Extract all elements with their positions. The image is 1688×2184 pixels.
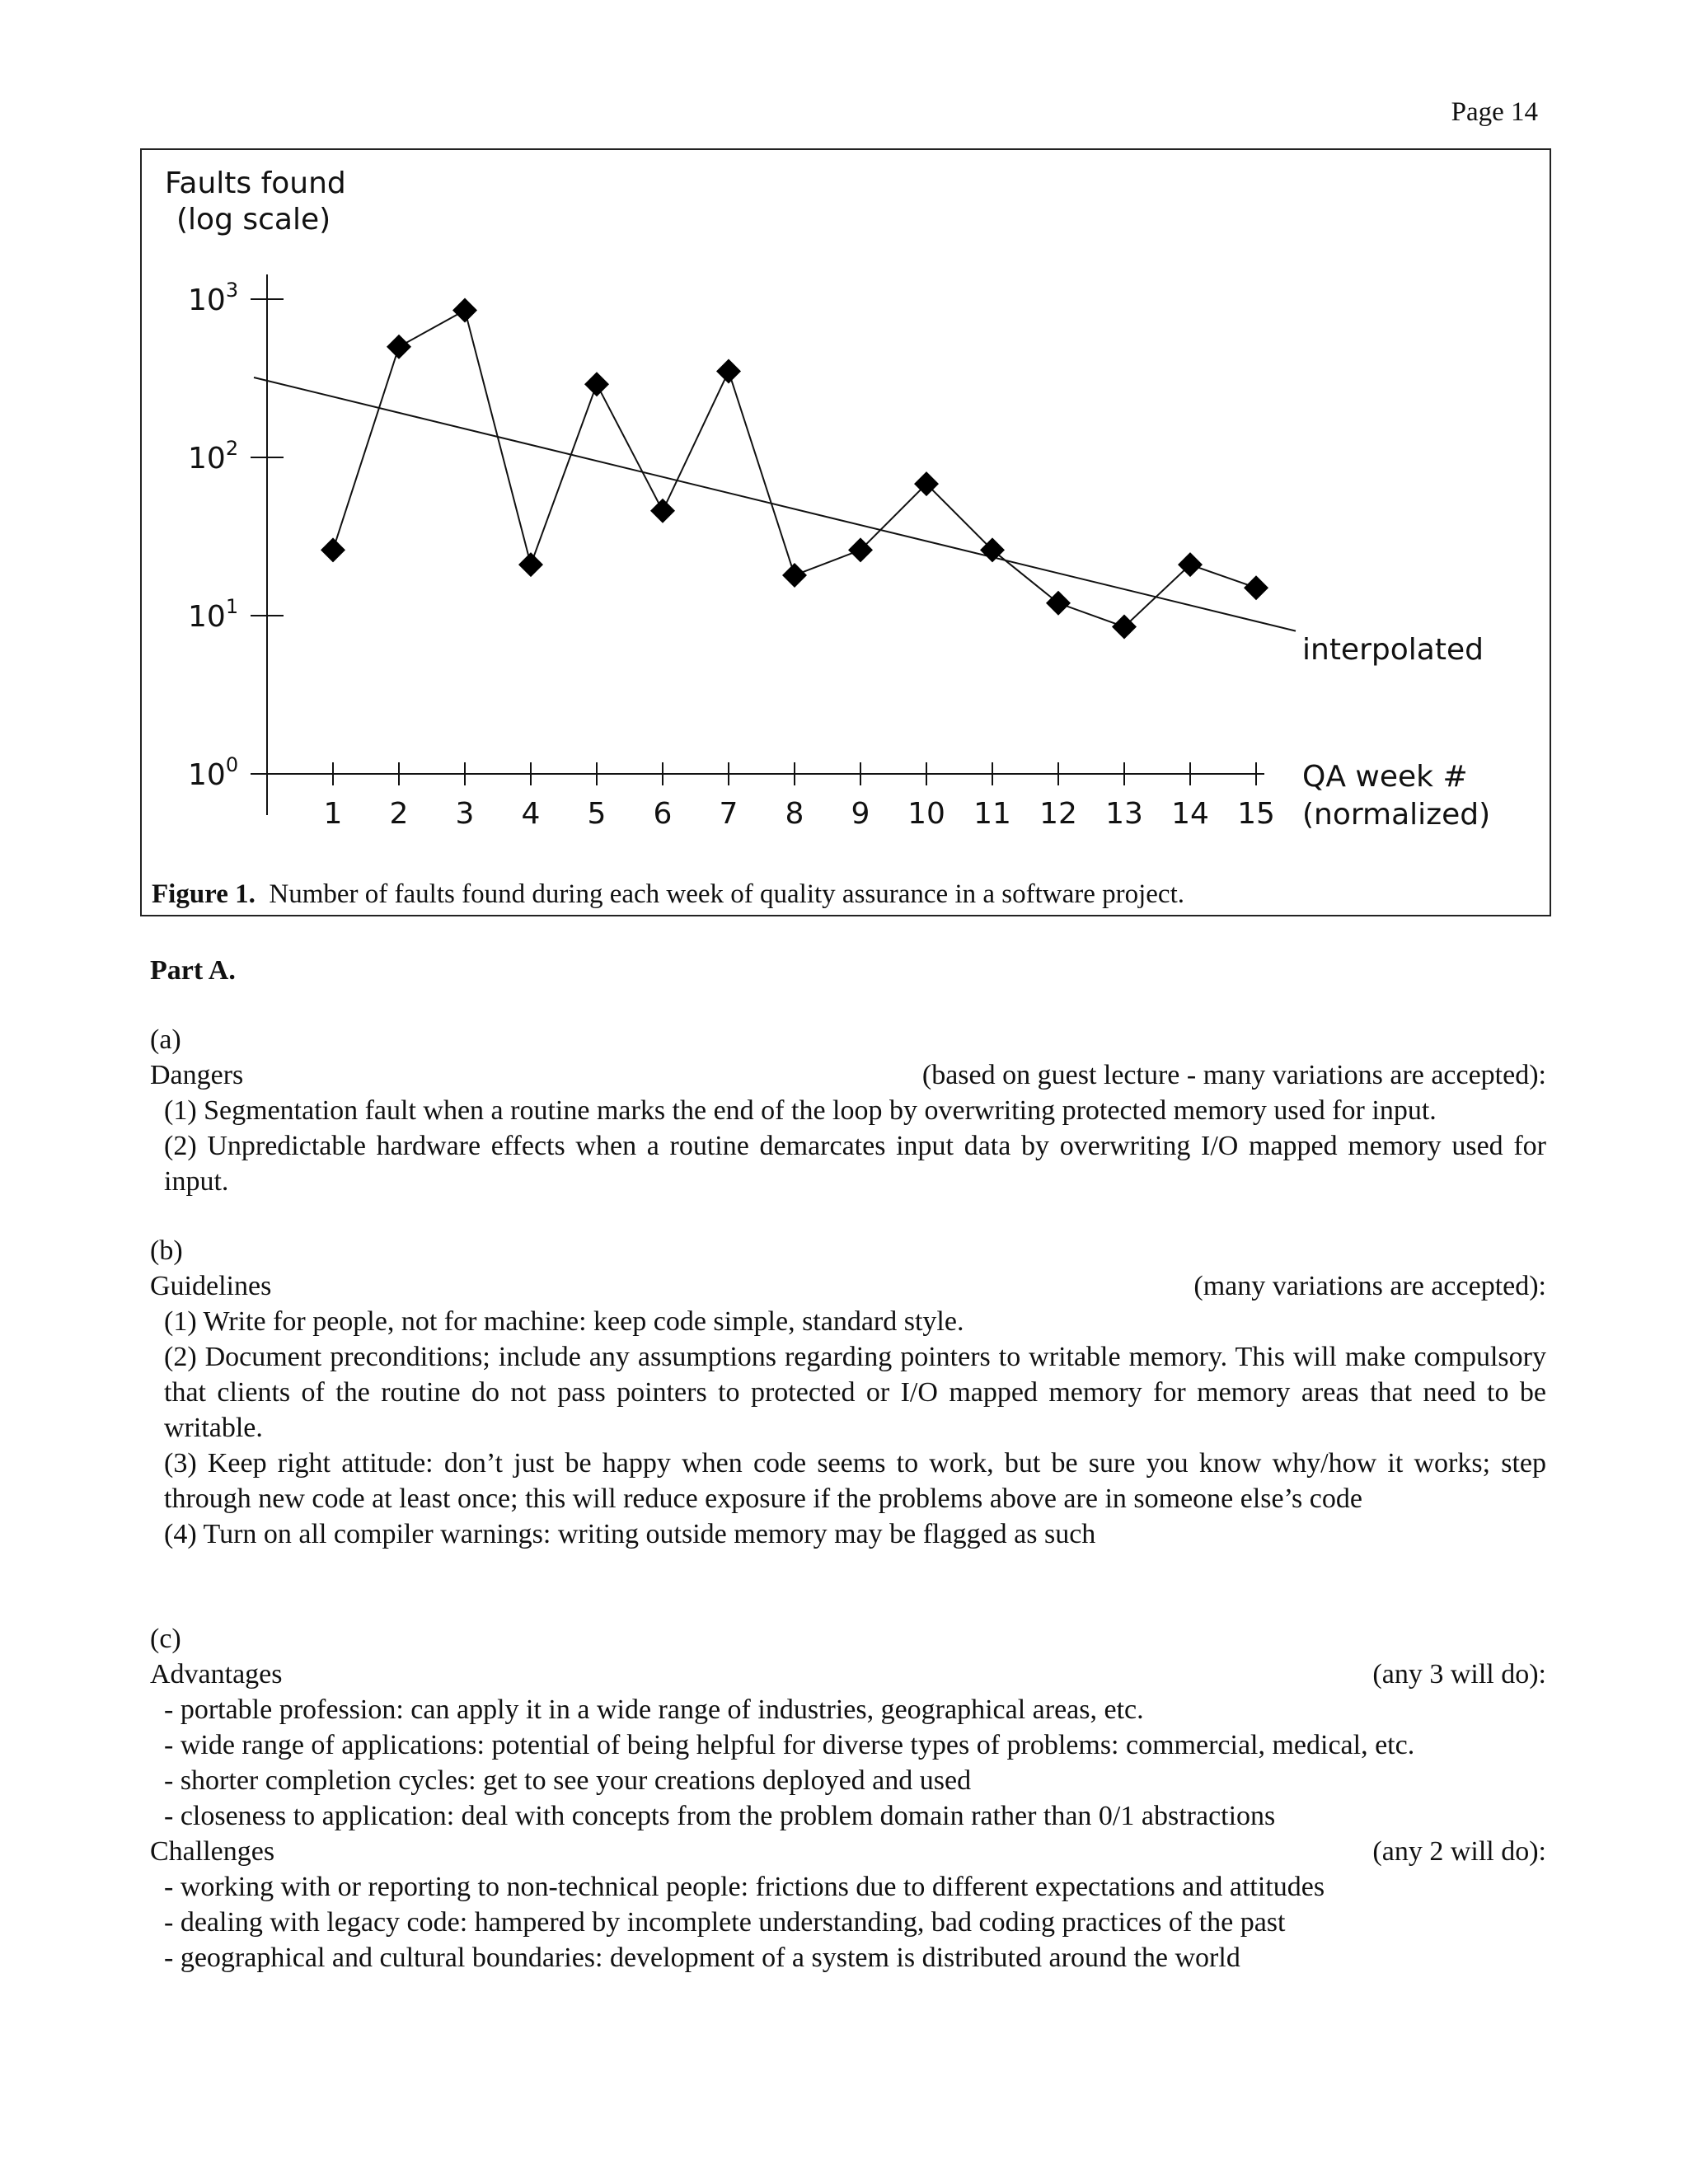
section-c bbox=[150, 1621, 1546, 1975]
figure-caption-label: Figure 1. bbox=[152, 879, 256, 909]
challenges-heading: Challenges bbox=[150, 1836, 275, 1867]
data-point-marker bbox=[387, 335, 411, 359]
section-b bbox=[150, 1233, 1546, 1552]
y-tick-label: $10^1$ bbox=[188, 595, 239, 634]
y-tick-label: $10^3$ bbox=[188, 279, 239, 317]
section-a-item: (2) Unpredictable hardware effects when a routine demarcates input data by overwriting I/O mapped memory used for input. bbox=[164, 1131, 1546, 1197]
challenge-item: - geographical and cultural boundaries: development of a system is distributed around the world bbox=[164, 1943, 1240, 1973]
data-point-marker bbox=[716, 359, 741, 384]
data-point-marker bbox=[1046, 591, 1071, 616]
advantage-item: - shorter completion cycles: get to see your creations deployed and used bbox=[164, 1765, 972, 1796]
x-tick-label: 6 bbox=[653, 797, 673, 831]
figure-1 bbox=[140, 148, 1551, 916]
section-b-label: (b) bbox=[150, 1235, 183, 1266]
x-tick-label: 13 bbox=[1105, 797, 1143, 831]
section-a-item: (1) Segmentation fault when a routine marks the end of the loop by overwriting protected memory used for input. bbox=[164, 1095, 1437, 1126]
trend-line-group bbox=[254, 377, 1296, 631]
section-b-item: (4) Turn on all compiler warnings: writing outside memory may be flagged as such bbox=[164, 1519, 1096, 1549]
section-b-item: (2) Document preconditions; include any assumptions regarding pointers to writable memory. This will make compulsory that clients of the routine do not pass pointers to protected or I/O mapped memory for memory areas that need to be writable. bbox=[164, 1342, 1546, 1443]
data-point-marker bbox=[1244, 575, 1268, 600]
x-tick-label: 4 bbox=[521, 797, 541, 831]
y-axis bbox=[188, 274, 284, 815]
data-point-marker bbox=[584, 372, 609, 396]
section-b-item: (1) Write for people, not for machine: keep code simple, standard style. bbox=[164, 1306, 964, 1337]
advantage-item: - wide range of applications: potential of being helpful for diverse types of problems: commercial, medical, etc. bbox=[164, 1730, 1415, 1760]
x-tick-label: 11 bbox=[973, 797, 1011, 831]
advantage-item: - portable profession: can apply it in a wide range of industries, geographical areas, etc. bbox=[164, 1694, 1144, 1725]
section-a-heading-row bbox=[150, 1057, 1546, 1093]
fault-chart bbox=[142, 150, 1550, 875]
advantages-heading: Advantages bbox=[150, 1659, 283, 1690]
trend-label: interpolated bbox=[1302, 633, 1484, 667]
data-point-marker bbox=[782, 563, 807, 588]
data-point-marker bbox=[518, 552, 543, 577]
trend-line bbox=[254, 377, 1296, 631]
y-tick-label: $10^2$ bbox=[188, 437, 239, 476]
section-b-heading: Guidelines bbox=[150, 1271, 272, 1301]
section-b-note: (many variations are accepted): bbox=[1193, 1271, 1546, 1301]
section-a-heading: Dangers bbox=[150, 1060, 244, 1090]
advantages-heading-row bbox=[150, 1657, 1546, 1692]
x-axis bbox=[267, 762, 1275, 831]
section-a-note: (based on guest lecture - many variations are accepted): bbox=[921, 1060, 1546, 1090]
figure-caption bbox=[152, 879, 1184, 910]
x-tick-label: 1 bbox=[323, 797, 343, 831]
x-tick-label: 8 bbox=[785, 797, 804, 831]
x-tick-label: 15 bbox=[1237, 797, 1275, 831]
y-axis-title-line1: Faults found bbox=[165, 166, 346, 200]
x-axis-title-line2: (normalized) bbox=[1302, 798, 1491, 832]
advantage-item: - closeness to application: deal with concepts from the problem domain rather than 0/1 abstractions bbox=[164, 1801, 1276, 1831]
x-tick-label: 7 bbox=[719, 797, 738, 831]
challenge-item: - dealing with legacy code: hampered by incomplete understanding, bad coding practices of the past bbox=[164, 1907, 1286, 1938]
challenges-note: (any 2 will do): bbox=[1372, 1836, 1546, 1867]
challenges-heading-row bbox=[150, 1834, 1546, 1869]
part-title: Part A. bbox=[150, 955, 236, 986]
y-axis-title-line2: (log scale) bbox=[176, 203, 331, 237]
y-tick-label: $10^0$ bbox=[188, 753, 239, 792]
data-point-marker bbox=[321, 537, 345, 562]
x-axis-title-line1: QA week # bbox=[1302, 760, 1468, 794]
section-a bbox=[150, 1022, 1546, 1199]
data-series bbox=[321, 298, 1268, 640]
challenge-item: - working with or reporting to non-technical people: frictions due to different expectations and attitudes bbox=[164, 1872, 1325, 1902]
x-tick-label: 12 bbox=[1039, 797, 1077, 831]
x-tick-label: 2 bbox=[389, 797, 409, 831]
data-point-marker bbox=[650, 499, 675, 523]
x-tick-label: 10 bbox=[907, 797, 945, 831]
x-tick-label: 5 bbox=[587, 797, 607, 831]
section-a-label: (a) bbox=[150, 1024, 181, 1055]
x-tick-label: 9 bbox=[851, 797, 870, 831]
advantages-note: (any 3 will do): bbox=[1372, 1659, 1546, 1690]
section-b-item: (3) Keep right attitude: don’t just be happy when code seems to work, but be sure you know why/how it works; step through new code at least once; this will reduce exposure if the problems above are in someone else’s code bbox=[164, 1448, 1546, 1514]
data-point-marker bbox=[452, 298, 477, 323]
figure-caption-text: Number of faults found during each week of quality assurance in a software project. bbox=[269, 879, 1184, 909]
x-tick-label: 3 bbox=[455, 797, 475, 831]
page-number: Page 14 bbox=[1451, 97, 1538, 127]
x-tick-label: 14 bbox=[1171, 797, 1209, 831]
section-c-label: (c) bbox=[150, 1624, 181, 1654]
section-b-heading-row bbox=[150, 1268, 1546, 1304]
